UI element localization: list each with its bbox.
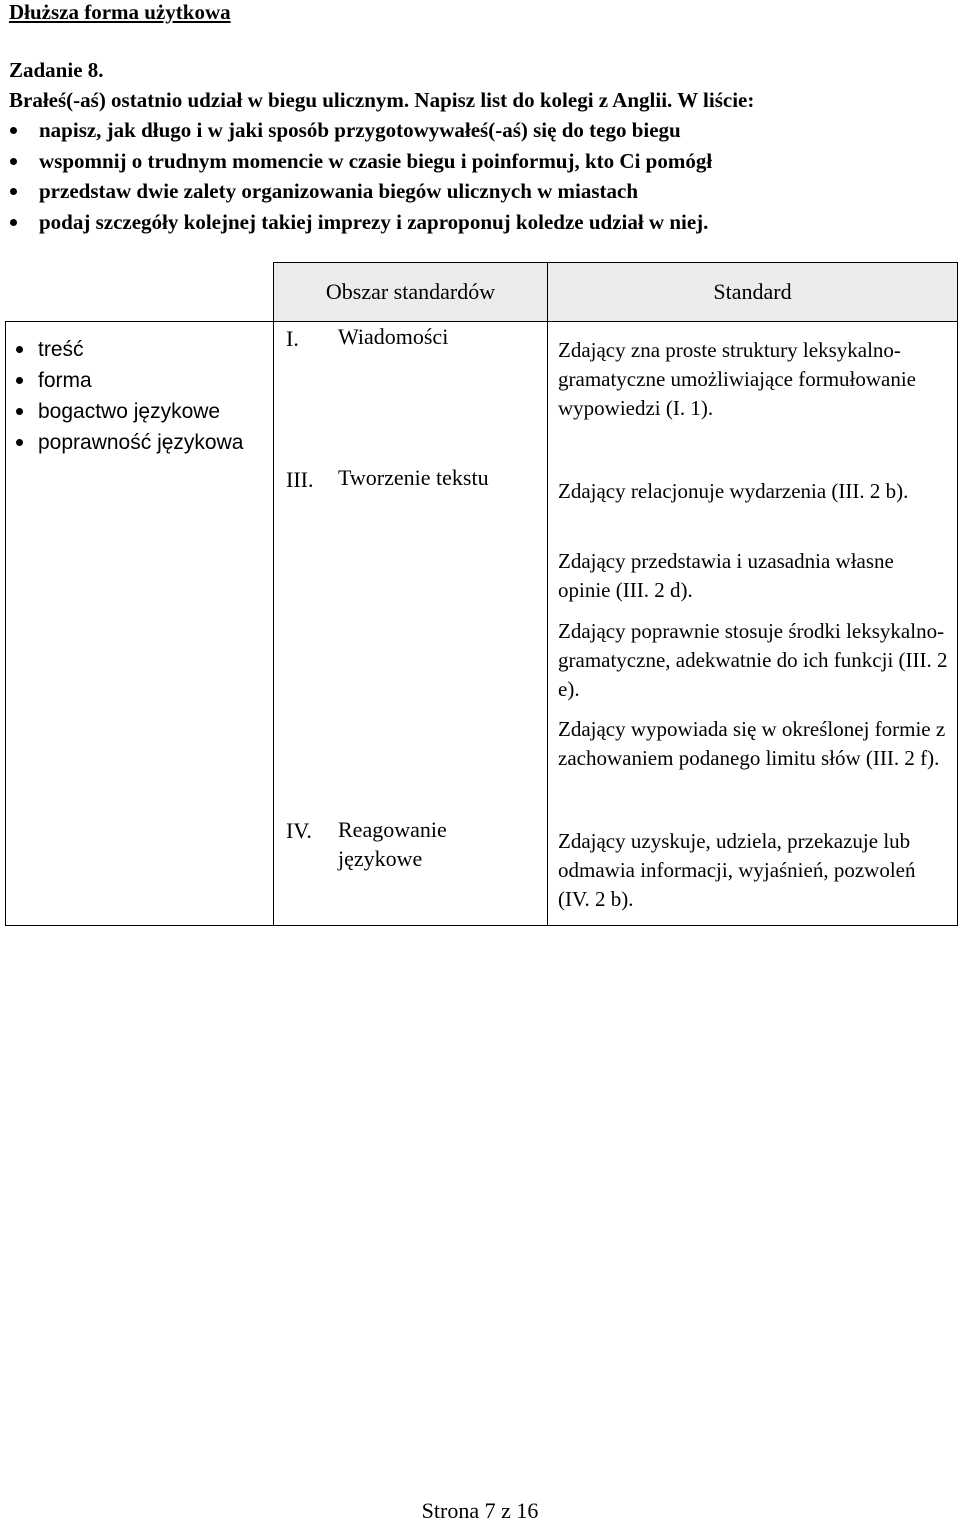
area-header: Obszar standardów [274,263,548,322]
empty-header-cell [6,263,274,322]
standard-text: Zdający relacjonuje wydarzenia (III. 2 b). [558,479,909,503]
task-number: Zadanie 8. [9,58,104,82]
bullet-icon [10,127,17,134]
standard-text: Zdający poprawnie stosuje środki leksykalno-gramatyczne, adekwatnie do ich funkcji (III. 2 e). [558,619,948,701]
criteria-cell [6,322,274,926]
task-intro: Brałeś(-aś) ostatnio udział w biegu ulicznym. Napisz list do kolegi z Anglii. W liście: [9,88,755,112]
bullet-icon [10,219,17,226]
bullet-icon [10,158,17,165]
area-number: IV. [286,818,312,843]
bullet-icon [16,439,23,446]
bullet-icon [16,377,23,384]
table-header-row [6,263,958,322]
section-title: Dłuższa forma użytkowa [9,0,231,24]
standard-text: Zdający zna proste struktury leksykalno-gramatyczne umożliwiające formułowanie wypowiedzi (I. 1). [558,338,917,420]
criteria-item [16,427,273,458]
standard-header: Standard [548,263,958,322]
criteria-item [16,334,273,365]
standard-cell [548,322,958,926]
area-cell [274,322,548,926]
criteria-text: forma [38,369,92,392]
bullet-icon [10,188,17,195]
area-label: Tworzenie tekstu [338,465,489,490]
criteria-item [16,365,273,396]
standard-text: Zdający przedstawia i uzasadnia własne opinie (III. 2 d). [558,549,894,602]
task-bullet-text: napisz, jak długo i w jaki sposób przygotowywałeś(-aś) się do tego biegu [39,118,681,142]
standard-text: Zdający uzyskuje, udziela, przekazuje lub odmawia informacji, wyjaśnień, pozwoleń (IV. 2 b). [558,829,916,911]
criteria-item [16,396,273,427]
task-bullet-text: przedstaw dwie zalety organizowania biegów ulicznych w miastach [39,179,639,204]
task-bullet [9,118,712,149]
standard-text: Zdający wypowiada się w określonej formie z zachowaniem podanego limitu słów (III. 2 f). [558,717,946,770]
criteria-text: treść [38,338,84,361]
bullet-icon [16,408,23,415]
criteria-text: bogactwo językowe [38,400,221,423]
area-label: Wiadomości [338,324,449,349]
standards-table [5,262,958,926]
area-label: Reagowanie językowe [338,817,447,871]
page-footer: Strona 7 z 16 [421,1498,539,1523]
task-bullet-text: wspomnij o trudnym momencie w czasie biegu i poinformuj, kto Ci pomógł [39,148,713,173]
area-number: III. [286,467,314,492]
bullet-icon [16,346,23,353]
task-bullet-list [9,118,712,241]
task-bullet [9,210,712,241]
table-body-row [6,322,958,926]
task-bullet-text: podaj szczegóły kolejnej takiej imprezy i zaproponuj koledze udział w niej. [39,210,709,235]
area-number: I. [286,326,299,351]
criteria-list [6,322,273,458]
task-bullet [9,149,712,180]
task-bullet [9,179,712,210]
criteria-text: poprawność językowa [38,431,244,454]
